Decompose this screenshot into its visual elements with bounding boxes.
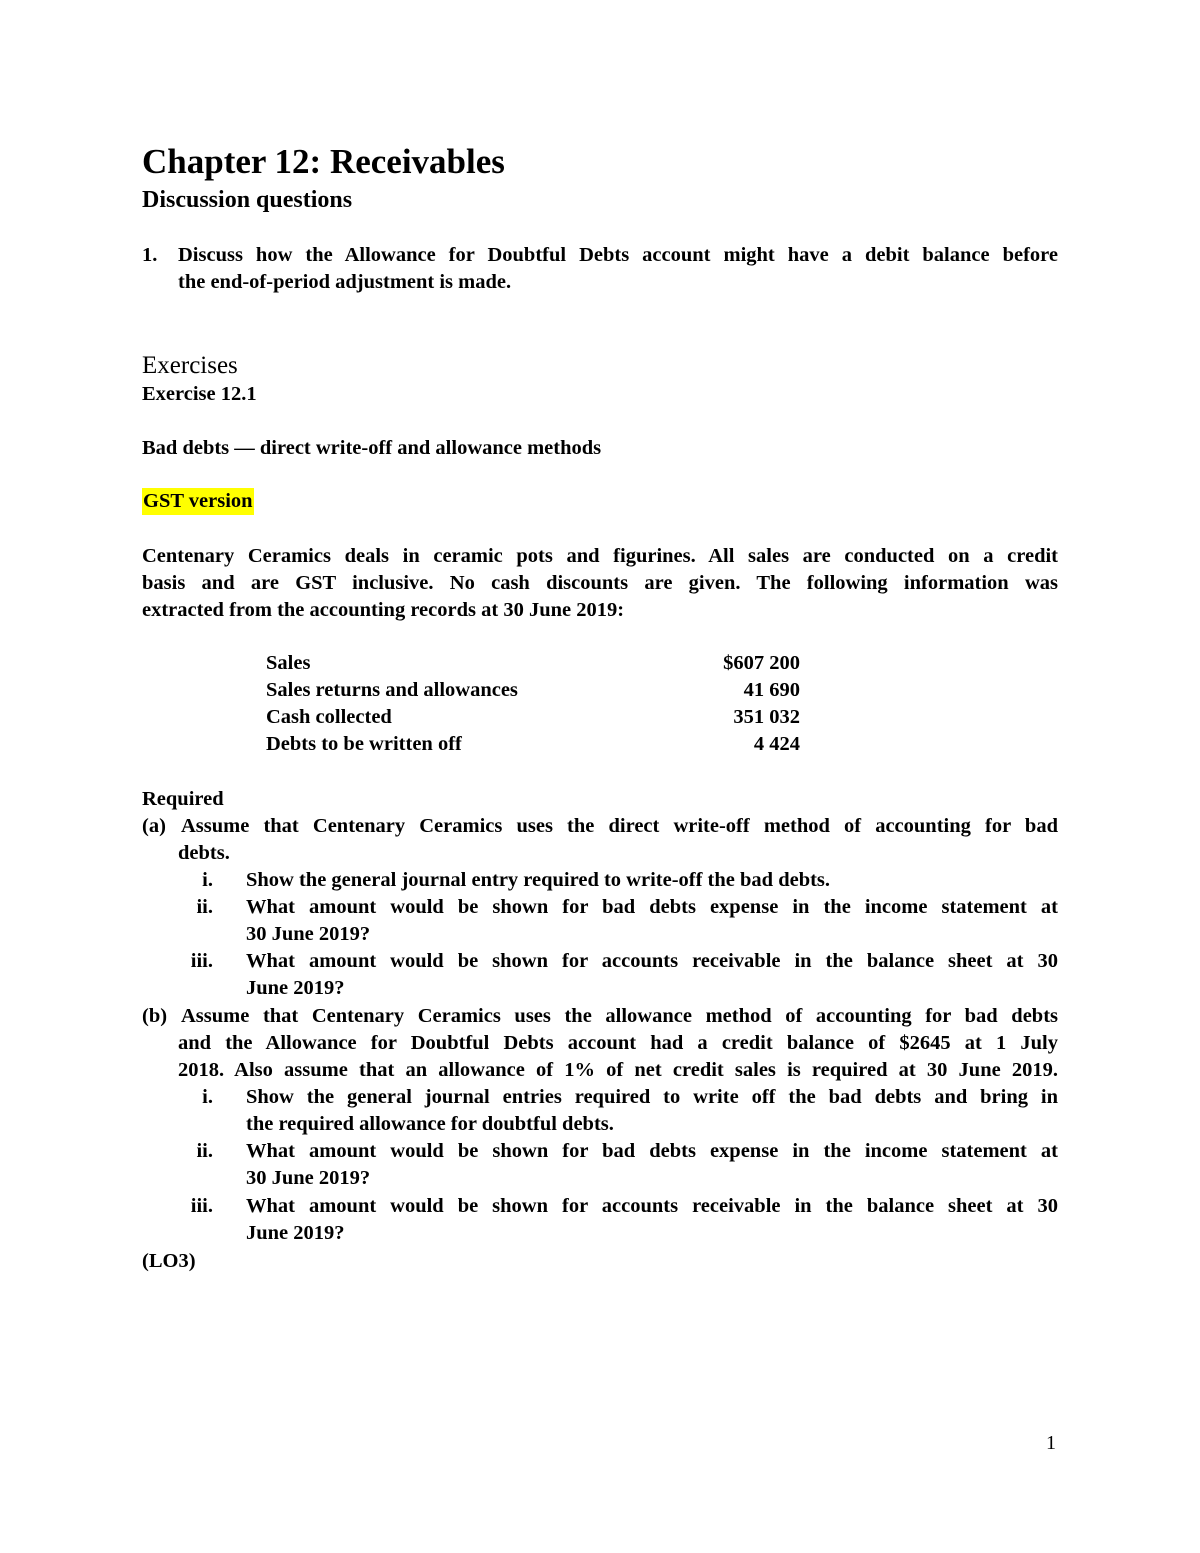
row-value: 4 424 bbox=[753, 733, 800, 755]
intro-line: extracted from the accounting records at 30 June 2019: bbox=[142, 599, 625, 621]
part-b-line: Assume that Centenary Ceramics uses the allowance method of accounting for bad debts bbox=[181, 1005, 1058, 1027]
item-number: iii. bbox=[190, 950, 213, 972]
item-line: 30 June 2019? bbox=[246, 923, 371, 945]
page-number: 1 bbox=[1046, 1432, 1056, 1454]
part-a-line: Assume that Centenary Ceramics uses the direct write-off method of accounting for bad bbox=[181, 815, 1058, 837]
part-a-line: debts. bbox=[178, 842, 230, 864]
exercises-heading: Exercises bbox=[142, 352, 238, 379]
item-number: ii. bbox=[196, 896, 213, 918]
part-b-line: 2018. Also assume that an allowance of 1% of net credit sales is required at 30 June 2019. bbox=[178, 1059, 1058, 1081]
item-number: ii. bbox=[196, 1140, 213, 1162]
item-line: June 2019? bbox=[246, 1222, 345, 1244]
item-line: What amount would be shown for accounts receivable in the balance sheet at 30 bbox=[246, 950, 1058, 972]
intro-line: Centenary Ceramics deals in ceramic pots and figurines. All sales are conducted on a credit bbox=[142, 545, 1058, 567]
gst-version-highlight: GST version bbox=[142, 488, 254, 515]
row-label: Sales returns and allowances bbox=[266, 679, 518, 701]
item-number: i. bbox=[202, 869, 213, 891]
item-line: the required allowance for doubtful debts. bbox=[246, 1113, 614, 1135]
required-heading: Required bbox=[142, 788, 224, 810]
intro-line: basis and are GST inclusive. No cash discounts are given. The following information was bbox=[142, 572, 1058, 594]
item-line: June 2019? bbox=[246, 977, 345, 999]
item-number: i. bbox=[202, 1086, 213, 1108]
item-line: What amount would be shown for bad debts expense in the income statement at bbox=[246, 1140, 1058, 1162]
part-a-label: (a) bbox=[142, 815, 166, 837]
exercise-intro bbox=[142, 543, 1058, 624]
item-line: Show the general journal entries required to write off the bad debts and bring in bbox=[246, 1086, 1058, 1108]
item-line: What amount would be shown for accounts receivable in the balance sheet at 30 bbox=[246, 1195, 1058, 1217]
question-number: 1. bbox=[142, 244, 158, 266]
part-b-line: and the Allowance for Doubtful Debts account had a credit balance of $2645 at 1 July bbox=[178, 1032, 1058, 1054]
table-row bbox=[266, 704, 800, 731]
accounting-data-table bbox=[266, 650, 800, 758]
part-b-label: (b) bbox=[142, 1005, 168, 1027]
question-line: the end-of-period adjustment is made. bbox=[178, 271, 512, 293]
question-line: Discuss how the Allowance for Doubtful Debts account might have a debit balance before bbox=[178, 244, 1058, 266]
row-value: 351 032 bbox=[733, 706, 800, 728]
item-line: 30 June 2019? bbox=[246, 1167, 371, 1189]
table-row bbox=[266, 677, 800, 704]
table-row bbox=[266, 650, 800, 677]
row-value: 41 690 bbox=[743, 679, 800, 701]
item-number: iii. bbox=[190, 1195, 213, 1217]
row-label: Sales bbox=[266, 652, 311, 674]
exercise-title: Bad debts — direct write-off and allowance methods bbox=[142, 437, 602, 459]
row-value: $607 200 bbox=[723, 652, 800, 674]
learning-objective: (LO3) bbox=[142, 1250, 196, 1272]
row-label: Cash collected bbox=[266, 706, 392, 728]
chapter-title: Chapter 12: Receivables bbox=[142, 142, 505, 181]
question-text bbox=[178, 242, 1058, 296]
row-label: Debts to be written off bbox=[266, 733, 462, 755]
item-line: Show the general journal entry required to write-off the bad debts. bbox=[246, 869, 831, 891]
exercise-number: Exercise 12.1 bbox=[142, 383, 257, 405]
item-line: What amount would be shown for bad debts expense in the income statement at bbox=[246, 896, 1058, 918]
discussion-heading: Discussion questions bbox=[142, 187, 353, 213]
table-row bbox=[266, 731, 800, 758]
